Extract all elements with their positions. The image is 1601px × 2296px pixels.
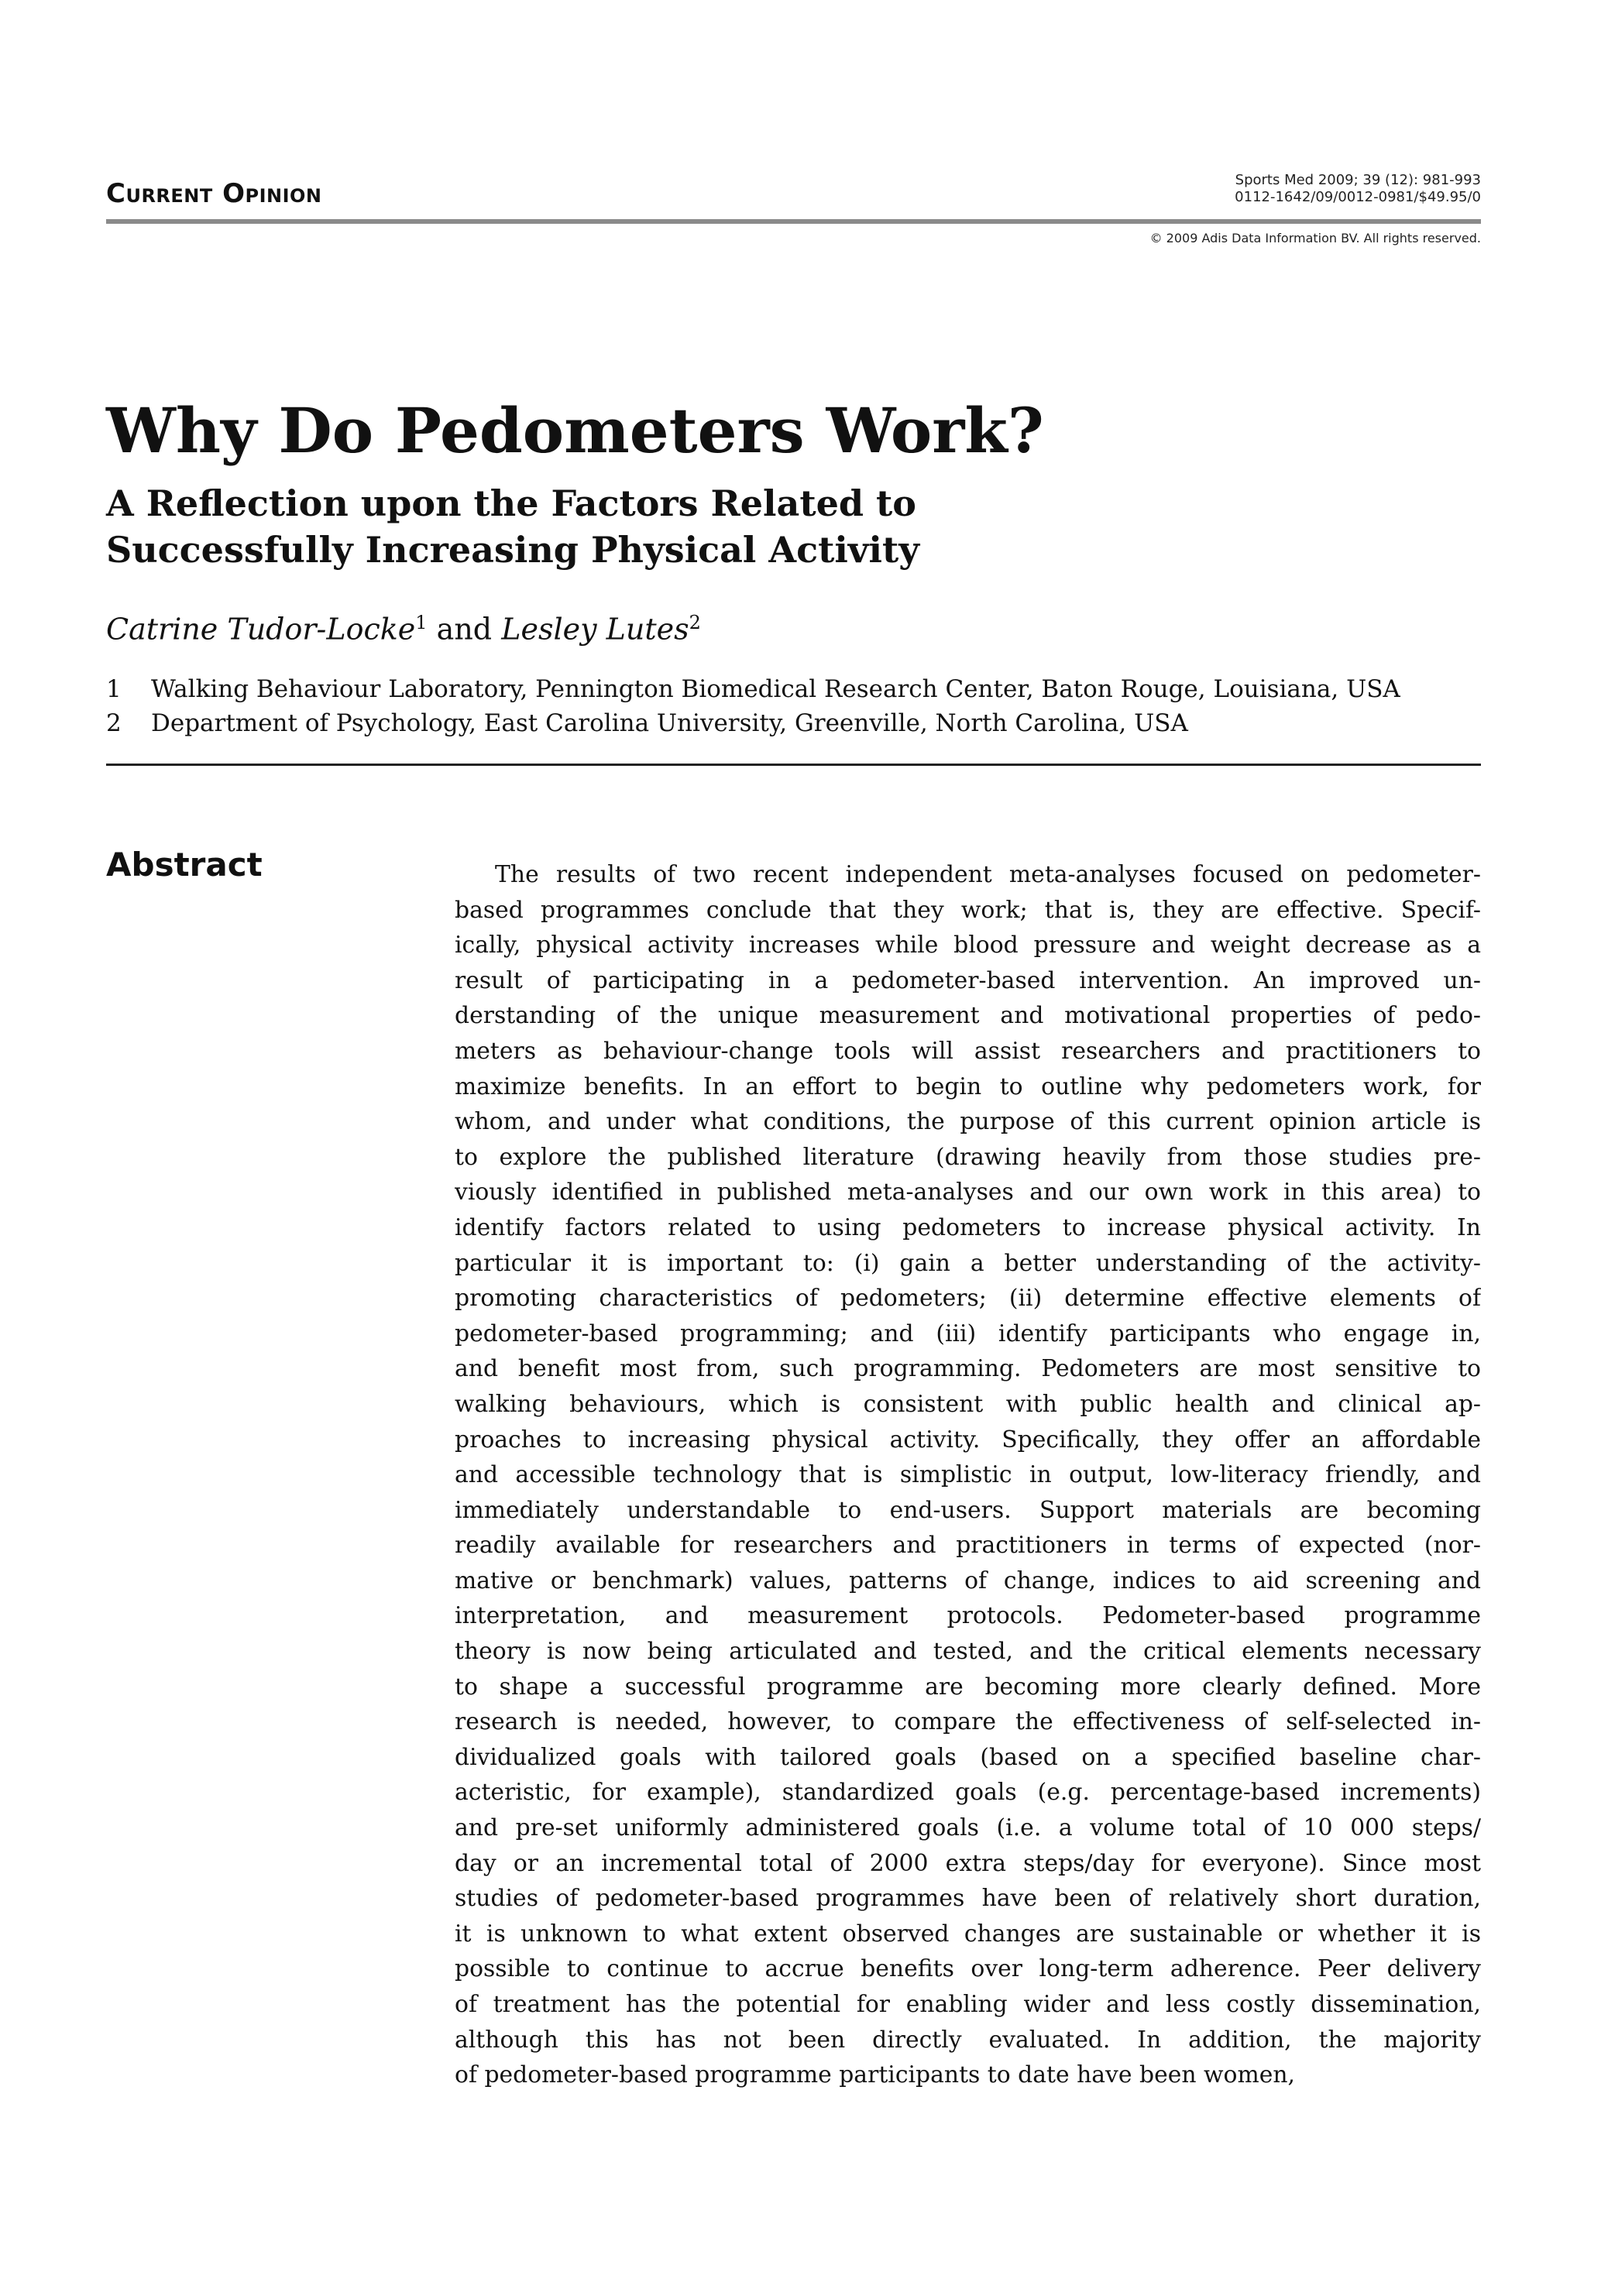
author-name: Lesley Lutes	[501, 612, 689, 647]
author-list	[106, 612, 701, 647]
affiliation-item	[106, 706, 1481, 740]
affiliation-number: 1	[106, 675, 122, 703]
abstract-line: derstanding of the unique measurement and motivational properties of pedo-	[455, 1002, 1481, 1030]
article-subtitle	[106, 480, 919, 573]
abstract-line: of treatment has the potential for enabling wider and less costly dissemination,	[455, 1991, 1481, 2018]
abstract-line: research is needed, however, to compare the effectiveness of self-selected in-	[455, 1708, 1481, 1736]
abstract-line: dividualized goals with tailored goals (based on a specified baseline char-	[455, 1743, 1481, 1771]
affiliation-list	[106, 672, 1481, 740]
abstract-line: whom, and under what conditions, the purpose of this current opinion article is	[455, 1108, 1481, 1136]
header-divider	[106, 219, 1481, 224]
author-affiliation-marker: 2	[689, 612, 701, 633]
affiliation-text: Walking Behaviour Laboratory, Pennington Biomedical Research Center, Baton Rouge, Louisiana, USA	[151, 675, 1400, 703]
copyright-notice: © 2009 Adis Data Information BV. All rights reserved.	[1149, 231, 1481, 245]
abstract-line: although this has not been directly evaluated. In addition, the majority	[455, 2026, 1481, 2054]
author-conjunction: and	[436, 612, 493, 647]
abstract-heading: Abstract	[106, 846, 263, 884]
abstract-line: to shape a successful programme are becoming more clearly defined. More	[455, 1673, 1481, 1701]
abstract-line: result of participating in a pedometer-based intervention. An improved un-	[455, 966, 1481, 994]
abstract-line: particular it is important to: (i) gain a better understanding of the activity-	[455, 1249, 1481, 1277]
abstract-line: possible to continue to accrue benefits over long-term adherence. Peer delivery	[455, 1955, 1481, 1983]
affiliation-number: 2	[106, 709, 122, 737]
abstract-line: ically, physical activity increases while blood pressure and weight decrease as a	[455, 932, 1481, 959]
abstract-line: meters as behaviour-change tools will assist researchers and practitioners to	[455, 1037, 1481, 1065]
subtitle-line-1: A Reflection upon the Factors Related to	[106, 482, 916, 524]
abstract-line: interpretation, and measurement protocols. Pedometer-based programme	[455, 1602, 1481, 1630]
abstract-line: proaches to increasing physical activity. Specifically, they offer an affordable	[455, 1426, 1481, 1453]
subtitle-line-2: Successfully Increasing Physical Activity	[106, 529, 919, 571]
affiliation-item	[106, 672, 1481, 706]
abstract-line: and accessible technology that is simplistic in output, low-literacy friendly, and	[455, 1461, 1481, 1489]
abstract-line: acteristic, for example), standardized goals (e.g. percentage-based increments)	[455, 1779, 1481, 1807]
abstract-line: and pre-set uniformly administered goals (i.e. a volume total of 10 000 steps/	[455, 1814, 1481, 1842]
author-name: Catrine Tudor-Locke	[106, 612, 416, 647]
abstract-line: immediately understandable to end-users. Support materials are becoming	[455, 1496, 1481, 1524]
abstract-body	[455, 857, 1481, 2093]
abstract-line: based programmes conclude that they work; that is, they are effective. Specif-	[455, 896, 1481, 924]
abstract-line: studies of pedometer-based programmes have been of relatively short duration,	[455, 1885, 1481, 1913]
abstract-line: it is unknown to what extent observed changes are sustainable or whether it is	[455, 1920, 1481, 1948]
journal-citation-block	[1235, 172, 1481, 206]
article-title: Why Do Pedometers Work?	[106, 394, 1044, 467]
issn-line: 0112-1642/09/0012-0981/$49.95/0	[1235, 189, 1481, 205]
abstract-line: to explore the published literature (drawing heavily from those studies pre-	[455, 1143, 1481, 1171]
abstract-line: readily available for researchers and practitioners in terms of expected (nor-	[455, 1532, 1481, 1560]
abstract-line: day or an incremental total of 2000 extra steps/day for everyone). Since most	[455, 1849, 1481, 1877]
abstract-line: pedometer-based programming; and (iii) identify participants who engage in,	[455, 1320, 1481, 1347]
abstract-line: maximize benefits. In an effort to begin to outline why pedometers work, for	[455, 1072, 1481, 1100]
abstract-line: The results of two recent independent meta-analyses focused on pedometer-	[495, 861, 1481, 888]
section-label: Current Opinion	[106, 178, 322, 209]
abstract-line: and benefit most from, such programming. Pedometers are most sensitive to	[455, 1355, 1481, 1383]
abstract-line: theory is now being articulated and tested, and the critical elements necessary	[455, 1638, 1481, 1666]
abstract-line: promoting characteristics of pedometers; (ii) determine effective elements of	[455, 1285, 1481, 1313]
author-affiliation-marker: 1	[415, 612, 428, 633]
affiliation-text: Department of Psychology, East Carolina University, Greenville, North Carolina, USA	[151, 709, 1188, 737]
abstract-line: identify factors related to using pedometers to increase physical activity. In	[455, 1213, 1481, 1241]
title-divider	[106, 764, 1481, 766]
abstract-line: of pedometer-based programme participants to date have been women,	[455, 2061, 1295, 2089]
abstract-line: walking behaviours, which is consistent with public health and clinical ap-	[455, 1390, 1481, 1418]
abstract-line: viously identified in published meta-analyses and our own work in this area) to	[455, 1179, 1481, 1206]
abstract-line: mative or benchmark) values, patterns of change, indices to aid screening and	[455, 1567, 1481, 1594]
journal-citation: Sports Med 2009; 39 (12): 981-993	[1235, 172, 1481, 188]
